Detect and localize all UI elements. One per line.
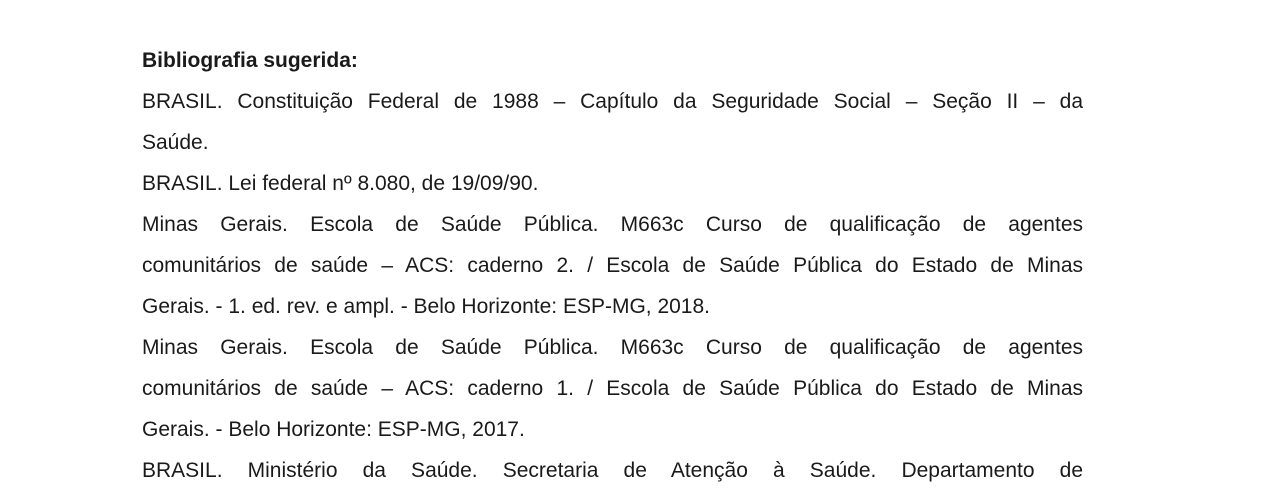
entry-line: Saúde. [142, 131, 209, 154]
bibliography-entry [142, 81, 1083, 163]
entry-line: Minas Gerais. Escola de Saúde Pública. M663c Curso de qualificação de agentes [142, 336, 1083, 359]
bibliography-entry [142, 163, 1083, 204]
entry-line: BRASIL. Constituição Federal de 1988 – Capítulo da Seguridade Social – Seção II – da [142, 90, 1083, 113]
bibliography-entry [142, 450, 1083, 491]
entry-line: Gerais. - Belo Horizonte: ESP-MG, 2017. [142, 418, 525, 441]
entry-line: comunitários de saúde – ACS: caderno 2. / Escola de Saúde Pública do Estado de Minas [142, 254, 1083, 277]
section-heading: Bibliografia sugerida: [142, 49, 358, 72]
entry-line: BRASIL. Lei federal nº 8.080, de 19/09/90. [142, 172, 539, 195]
bibliography-entry [142, 204, 1083, 327]
bibliography-entry [142, 327, 1083, 450]
bibliography-section [142, 40, 1083, 491]
entry-line: Minas Gerais. Escola de Saúde Pública. M663c Curso de qualificação de agentes [142, 213, 1083, 236]
entry-line: BRASIL. Ministério da Saúde. Secretaria de Atenção à Saúde. Departamento de [142, 459, 1083, 482]
entry-line: comunitários de saúde – ACS: caderno 1. / Escola de Saúde Pública do Estado de Minas [142, 377, 1083, 400]
entry-line: Gerais. - 1. ed. rev. e ampl. - Belo Horizonte: ESP-MG, 2018. [142, 295, 711, 318]
